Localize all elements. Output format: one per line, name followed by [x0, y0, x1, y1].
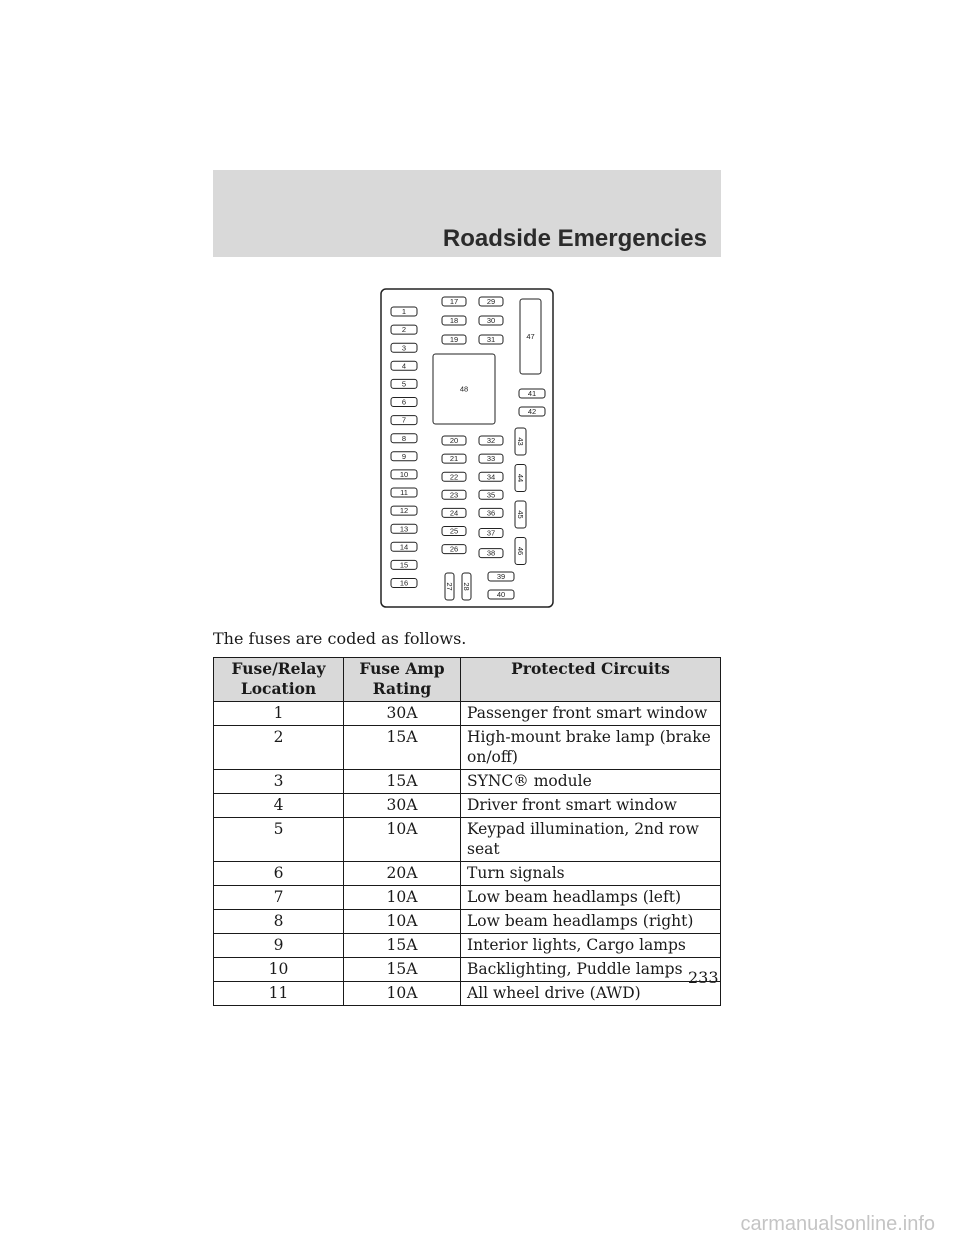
cell-circuit: Backlighting, Puddle lamps [461, 958, 721, 982]
fuse-14 [391, 542, 417, 551]
fuse-10 [391, 470, 417, 479]
svg-text:28: 28 [461, 582, 471, 591]
svg-text:12: 12 [399, 506, 409, 516]
svg-text:26: 26 [449, 544, 459, 554]
cell-location: 11 [214, 982, 344, 1006]
cell-location: 5 [214, 818, 344, 862]
fuse-17 [442, 297, 466, 306]
svg-text:31: 31 [486, 335, 496, 345]
fuse-11 [391, 488, 417, 497]
svg-text:45: 45 [515, 510, 525, 519]
table-row [214, 862, 721, 886]
svg-text:21: 21 [449, 454, 459, 464]
svg-text:35: 35 [486, 490, 496, 500]
cell-location: 9 [214, 934, 344, 958]
fuse-22 [442, 472, 466, 481]
cell-amp: 15A [344, 726, 461, 770]
fuse-44 [515, 465, 526, 492]
fuse-4 [391, 361, 417, 370]
cell-location: 1 [214, 702, 344, 726]
cell-circuit: Passenger front smart window [461, 702, 721, 726]
table-row [214, 934, 721, 958]
fuse-46 [515, 538, 526, 565]
svg-text:36: 36 [486, 508, 496, 518]
watermark: carmanualsonline.info [740, 1213, 935, 1235]
svg-text:22: 22 [449, 472, 459, 482]
svg-text:3: 3 [401, 343, 407, 353]
svg-text:9: 9 [401, 451, 407, 461]
fuse-8 [391, 434, 417, 443]
fuse-21 [442, 454, 466, 463]
fuse-40 [488, 590, 514, 599]
svg-text:17: 17 [449, 297, 459, 307]
svg-text:25: 25 [449, 526, 459, 536]
svg-text:23: 23 [449, 490, 459, 500]
cell-location: 8 [214, 910, 344, 934]
cell-circuit: Low beam headlamps (left) [461, 886, 721, 910]
cell-amp: 15A [344, 958, 461, 982]
svg-text:40: 40 [496, 590, 506, 600]
fuse-23 [442, 490, 466, 499]
fuse-3 [391, 343, 417, 352]
header-location: Fuse/Relay Location [214, 658, 344, 702]
svg-text:14: 14 [399, 542, 409, 552]
svg-text:18: 18 [449, 316, 459, 326]
svg-text:11: 11 [400, 488, 408, 498]
svg-text:34: 34 [486, 472, 496, 482]
fuse-28 [462, 573, 471, 600]
fuse-19 [442, 335, 466, 344]
fuse-29 [479, 297, 503, 306]
fuse-27 [445, 573, 454, 600]
fuse-9 [391, 452, 417, 461]
svg-text:20: 20 [449, 436, 459, 446]
fuse-33 [479, 454, 503, 463]
table-row [214, 886, 721, 910]
svg-text:5: 5 [401, 379, 407, 389]
cell-amp: 15A [344, 934, 461, 958]
fuse-30 [479, 316, 503, 325]
svg-text:6: 6 [401, 397, 407, 407]
header-amp-rating: Fuse Amp Rating [344, 658, 461, 702]
relay-48 [433, 354, 495, 424]
cell-amp: 10A [344, 886, 461, 910]
fuse-7 [391, 416, 417, 425]
svg-text:16: 16 [399, 578, 409, 588]
cell-amp: 10A [344, 818, 461, 862]
svg-text:13: 13 [399, 524, 409, 534]
cell-amp: 10A [344, 910, 461, 934]
table-row [214, 770, 721, 794]
fuse-38 [479, 549, 503, 558]
cell-location: 4 [214, 794, 344, 818]
table-row [214, 726, 721, 770]
table-row [214, 910, 721, 934]
cell-circuit: Interior lights, Cargo lamps [461, 934, 721, 958]
table-row [214, 794, 721, 818]
cell-circuit: High-mount brake lamp (brake on/off) [461, 726, 721, 770]
svg-text:32: 32 [486, 436, 496, 446]
svg-text:27: 27 [444, 582, 454, 591]
fuse-25 [442, 527, 466, 536]
fuse-2 [391, 325, 417, 334]
svg-text:42: 42 [527, 407, 537, 417]
cell-circuit: SYNC® module [461, 770, 721, 794]
fuse-15 [391, 560, 417, 569]
fuse-panel-diagram [380, 288, 554, 608]
fuse-36 [479, 508, 503, 517]
cell-location: 6 [214, 862, 344, 886]
fuse-24 [442, 508, 466, 517]
fuse-20 [442, 436, 466, 445]
fuse-table [213, 657, 721, 1006]
fuse-42 [519, 407, 545, 416]
svg-text:2: 2 [401, 325, 407, 335]
cell-amp: 30A [344, 702, 461, 726]
cell-location: 2 [214, 726, 344, 770]
cell-amp: 10A [344, 982, 461, 1006]
fuse-41 [519, 389, 545, 398]
fuse-12 [391, 506, 417, 515]
svg-text:8: 8 [401, 433, 407, 443]
section-title: Roadside Emergencies [442, 225, 707, 252]
cell-location: 7 [214, 886, 344, 910]
cell-circuit: Turn signals [461, 862, 721, 886]
cell-amp: 30A [344, 794, 461, 818]
svg-text:19: 19 [449, 335, 459, 345]
svg-text:43: 43 [515, 437, 525, 446]
fuse-37 [479, 529, 503, 538]
fuse-26 [442, 545, 466, 554]
svg-text:38: 38 [486, 548, 496, 558]
relay-47 [520, 299, 541, 374]
table-row [214, 982, 721, 1006]
table-row [214, 818, 721, 862]
svg-text:46: 46 [515, 546, 525, 556]
fuse-32 [479, 436, 503, 445]
svg-text:48: 48 [459, 384, 469, 394]
svg-text:4: 4 [401, 361, 407, 371]
cell-circuit: Keypad illumination, 2nd row seat [461, 818, 721, 862]
fuse-16 [391, 579, 417, 588]
fuse-34 [479, 472, 503, 481]
cell-location: 3 [214, 770, 344, 794]
svg-text:41: 41 [527, 389, 537, 399]
cell-location: 10 [214, 958, 344, 982]
fuse-1 [391, 307, 417, 316]
page-number: 233 [688, 968, 719, 987]
svg-text:10: 10 [399, 470, 409, 479]
cell-amp: 15A [344, 770, 461, 794]
svg-text:1: 1 [401, 307, 407, 317]
fuse-13 [391, 524, 417, 533]
fuse-45 [515, 501, 526, 528]
fuse-39 [488, 572, 514, 581]
svg-text:47: 47 [526, 332, 535, 342]
svg-text:39: 39 [496, 572, 506, 582]
fuse-5 [391, 379, 417, 388]
svg-text:30: 30 [486, 316, 496, 326]
svg-text:29: 29 [486, 297, 496, 307]
svg-text:33: 33 [486, 454, 496, 464]
svg-text:24: 24 [449, 508, 459, 518]
fuse-31 [479, 335, 503, 344]
fuse-6 [391, 398, 417, 407]
cell-circuit: All wheel drive (AWD) [461, 982, 721, 1006]
svg-text:15: 15 [399, 560, 409, 570]
intro-text: The fuses are coded as follows. [213, 629, 467, 648]
svg-text:37: 37 [486, 528, 496, 538]
table-row [214, 702, 721, 726]
cell-circuit: Low beam headlamps (right) [461, 910, 721, 934]
svg-text:7: 7 [401, 415, 407, 425]
cell-circuit: Driver front smart window [461, 794, 721, 818]
svg-text:44: 44 [515, 473, 525, 483]
fuse-43 [515, 428, 526, 455]
fuse-18 [442, 316, 466, 325]
cell-amp: 20A [344, 862, 461, 886]
fuse-35 [479, 490, 503, 499]
header-protected-circuits: Protected Circuits [461, 658, 721, 702]
table-row [214, 958, 721, 982]
table-header-row [214, 658, 721, 702]
section-header [213, 170, 721, 257]
